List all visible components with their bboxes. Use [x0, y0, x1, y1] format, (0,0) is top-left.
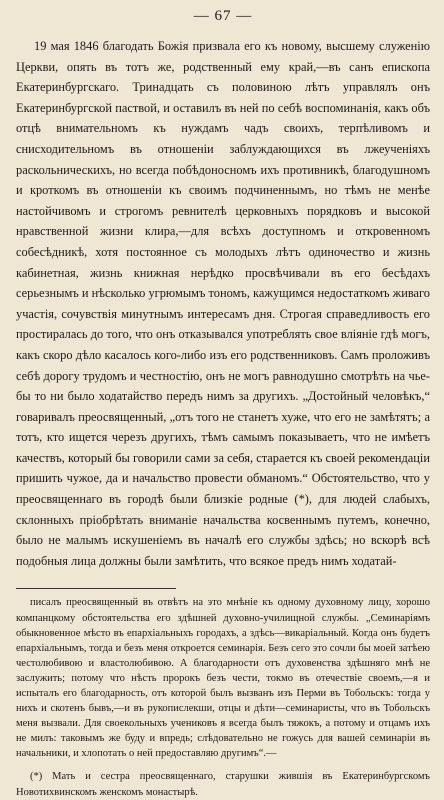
- page-number: — 67 —: [193, 8, 253, 24]
- footnote-asterisk: (*) Мать и сестра преосвященнаго, старушки жившія въ Екатеринбургскомъ Новотихвинскомъ женскомъ монастырѣ.: [16, 771, 430, 798]
- main-text: 19 мая 1846 благодать Божія призвала его къ новому, высшему служенію Церкви, опять въ тотъ же, родственный ему край,—въ санъ епископа Екатеринбургскаго. Тринадцать съ половиною лѣтъ управлялъ онъ Екатеринбургской паствой, и оставилъ въ ней по себѣ воспоминанія, какъ объ отцѣ внимательномъ къ нуждамъ чадъ своихъ, терпѣливомъ и снисходительномъ въ отношеніи заблуждающихся въ лжеученіяхъ раскольническихъ, но всегда побѣдоносномъ ихъ противникѣ, благодушномъ и кроткомъ въ отношеніи къ своимъ подчиненнымъ, но тѣмъ не менѣе настойчивомъ и строгомъ ревнителѣ церковныхъ порядковъ и высокой нравственной жизни клира,—для всѣхъ доступномъ и откровенномъ собесѣдникѣ, хотя постоянное съ молодыхъ лѣтъ одиночество и жизнь кабинетная, жизнь книжная нерѣдко просвѣчивали въ его бесѣдахъ серьезнымъ и нѣсколько угрюмымъ тономъ, кажущимся недостаткомъ живаго участія, сочувствія минутнымъ интересамъ дня. Строгая справедливость его простиралась до того, что онъ отказывался употреблять свое вліяніе гдѣ могъ, какъ скоро дѣло касалось кого-либо изъ его родственниковъ. Самъ проложивъ себѣ дорогу трудомъ и честностію, онъ не могъ равнодушно смотрѣть на чье-бы то ни было ходатайство передъ нимъ за другихъ. „Достойный человѣкъ,“ говаривалъ преосвященный, „отъ того не станетъ хуже, что его не замѣтятъ; а тотъ, кто ищется черезъ другихъ, тѣмъ самымъ показываетъ, что не имѣетъ качествъ, который бы говорили сами за себя, старается къ своей рекомендаціи пришить чужое, да и начальство провести обманомъ.“ Обстоятельство, что у преосвященнаго въ городѣ были близкіе родные (*), для людей слабыхъ, склонныхъ пріобрѣтать вниманіе начальства косвеннымъ путемъ, конечно, было не малымъ искушеніемъ въ началѣ его службы здѣсь; но вскорѣ всѣ подобныя лица должны были замѣтить, что всякое предъ нимъ ходатай-: [16, 39, 430, 568]
- footnote-divider: [16, 588, 176, 589]
- footnote-continued: писалъ преосвященный въ отвѣтъ на это мнѣніе къ одному духовному лицу, хорошо компанцкому обстоятельства его здѣшней духовно-училищной службы. „Семинаріямъ обыкновенное мѣсто въ епархіальныхъ городахъ, а здѣсь—викаріальный. Когда онъ будетъ епархіальнымъ, тогда и безъ меня откроется семинарія. Безъ сего это сочли бы моей затѣею честолюбивою и властолюбивою. А благодарности отъ духовенства здѣшняго мнѣ не заслужить; потому что нѣсть пророкъ безъ чести, токмо въ отечествіе своемъ,—я и испыталъ его благодарность, отъ которой былъ вызванъ изъ Перми въ Тобольскъ: тогда у нихъ и скотенъ бывъ,—и въ рукопислекши, отцы и дѣти—семинаристы, что въ Тобольскъ меня вызвали. Для своекольныхъ учениковъ я всегда былъ тяжокъ, а потому и отцамъ ихъ не милъ: таковымъ же буду и впредь; слѣдовательно не гожусь для вашей семинаріи въ начальники, и хлопотать о ней предоставляю другимъ“.—: [16, 597, 430, 760]
